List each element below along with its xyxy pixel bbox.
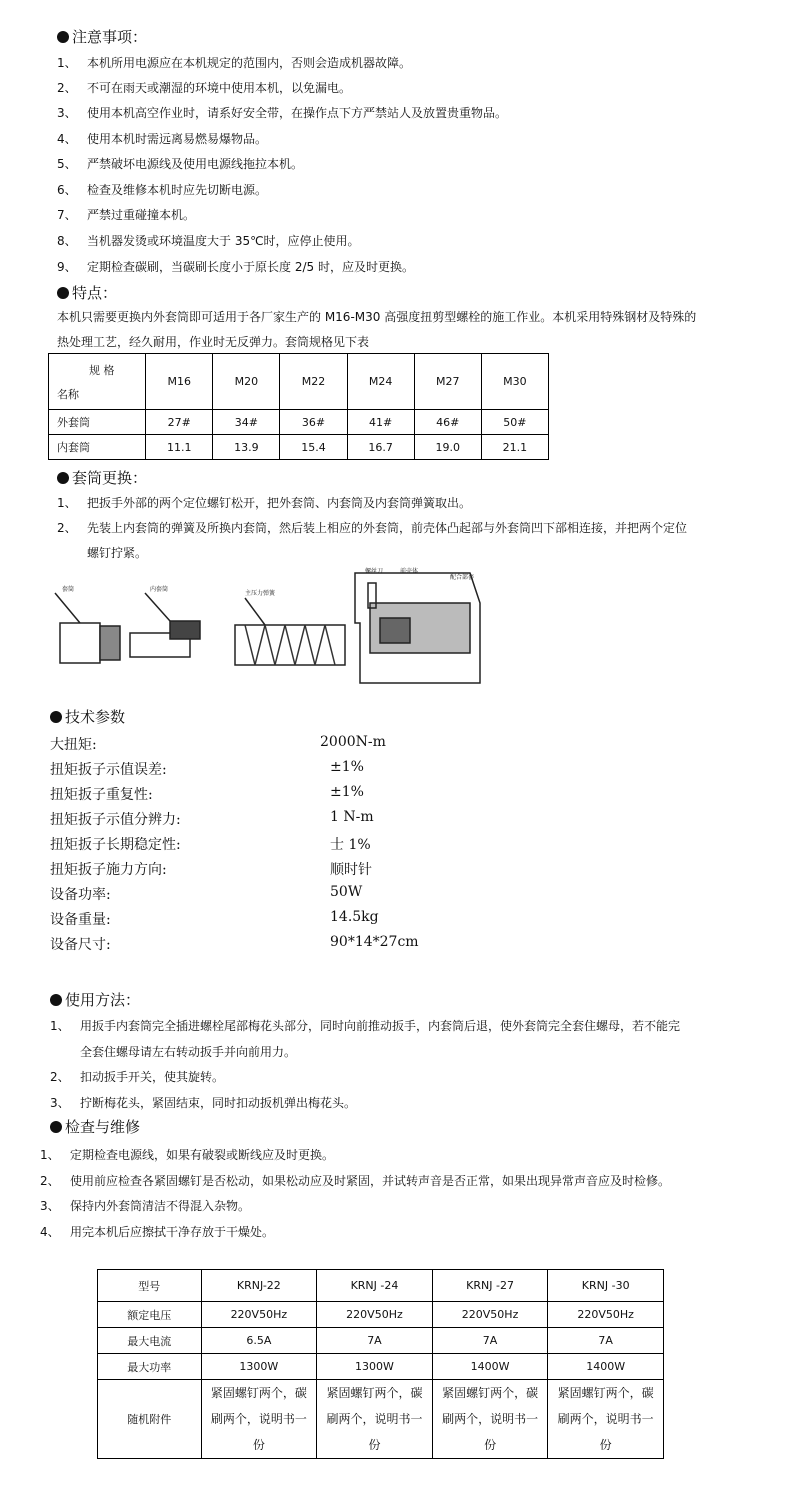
spec-col-m16: M16 [146, 354, 213, 410]
param-label: 扭矩扳子重复性: [50, 787, 153, 803]
param-label: 扭矩扳子示值分辨力: [50, 812, 181, 828]
list-item: 6、 检查及维修本机时应先切断电源。 [57, 183, 268, 197]
list-item: 2、 不可在雨天或潮湿的环境中使用本机，以免漏电。 [57, 81, 352, 95]
tech-heading: 技术参数 [50, 706, 125, 727]
outer-sleeve-shape [60, 623, 100, 663]
spec-col-m30: M30 [481, 354, 548, 410]
sleeve-spec-table [48, 353, 549, 460]
table-row: 外套筒 27# 34# 36# 41# 46# 50# [49, 410, 549, 435]
param-value: 14.5kg [330, 909, 379, 925]
table-row: 额定电压 220V50Hz 220V50Hz 220V50Hz 220V50Hz [98, 1302, 664, 1328]
usage-heading: 使用方法： [50, 989, 140, 1010]
bullet-icon [50, 994, 62, 1006]
table-header-row: 型号 KRNJ-22 KRNJ -24 KRNJ -27 KRNJ -30 [98, 1270, 664, 1302]
list-item: 1、 本机所用电源应在本机规定的范围内，否则会造成机器故障。 [57, 56, 412, 70]
spec-corner-cell: 规 格 名称 [49, 354, 146, 410]
spec-col-m20: M20 [213, 354, 280, 410]
list-item: 2、 扣动扳手开关，使其旋转。 [50, 1070, 225, 1084]
param-value: ±1% [330, 759, 364, 775]
list-item-continuation: 螺钉拧紧。 [87, 546, 148, 560]
table-row: 最大功率 1300W 1300W 1400W 1400W [98, 1354, 664, 1380]
list-item-continuation: 全套住螺母请左右转动扳手并向前用力。 [80, 1045, 297, 1059]
list-item: 4、 使用本机时需远离易燃易爆物品。 [57, 132, 268, 146]
diagram-label: 主压力弹簧 [245, 590, 276, 597]
diagram-label: 螺丝刀 [365, 568, 384, 575]
param-value: 50W [330, 884, 363, 900]
param-value: ±1% [330, 784, 364, 800]
list-item: 3、 拧断梅花头，紧固结束，同时扣动扳机弹出梅花头。 [50, 1096, 357, 1110]
list-item: 1、 用扳手内套筒完全插进螺栓尾部梅花头部分，同时向前推动扳手，内套筒后退，使外套筒完全套住螺母，若不能完 [50, 1019, 681, 1033]
bullet-icon [57, 472, 69, 484]
sleeve-assembly-diagram [50, 563, 500, 698]
spec-col-m27: M27 [414, 354, 481, 410]
table-row: 内套筒 11.1 13.9 15.4 16.7 19.0 21.1 [49, 435, 549, 460]
list-item: 1、 把扳手外部的两个定位螺钉松开，把外套筒、内套筒及内套筒弹簧取出。 [57, 496, 472, 510]
param-label: 扭矩扳子示值误差: [50, 762, 167, 778]
param-value: 90*14*27cm [330, 934, 419, 950]
param-value: 2000N-m [320, 734, 386, 750]
table-row: 最大电流 6.5A 7A 7A 7A [98, 1328, 664, 1354]
inner-sleeve-shape [170, 621, 200, 639]
diagram-label: 套筒 [62, 586, 75, 593]
param-label: 设备功率: [50, 887, 111, 903]
param-label: 设备尺寸: [50, 937, 111, 953]
param-label: 设备重量: [50, 912, 111, 928]
param-value: 士 1% [330, 837, 371, 853]
spec-col-m22: M22 [280, 354, 347, 410]
param-label: 扭矩扳子长期稳定性: [50, 837, 181, 853]
param-label: 大扭矩: [50, 737, 97, 753]
bullet-icon [57, 287, 69, 299]
list-item: 3、 使用本机高空作业时，请系好安全带，在操作点下方严禁站人及放置贵重物品。 [57, 106, 508, 120]
bullet-icon [50, 1121, 62, 1133]
notes-heading: 注意事项： [57, 26, 147, 47]
param-value: 1 N-m [330, 809, 374, 825]
list-item: 2、 使用前应检查各紧固螺钉是否松动，如果松动应及时紧固，并试转声音是否正常，如果出现异常声音应及时检修。 [40, 1174, 671, 1188]
param-value: 顺时针 [330, 862, 372, 878]
table-row: 随机附件 紧固螺钉两个，碳刷两个，说明书一份 紧固螺钉两个，碳刷两个，说明书一份 紧固螺钉两个，碳刷两个，说明书一份 紧固螺钉两个，碳刷两个，说明书一份 [98, 1380, 664, 1459]
diagram-label: 前壳体 [400, 568, 419, 575]
list-item: 1、 定期检查电源线，如果有破裂或断线应及时更换。 [40, 1148, 335, 1162]
bullet-icon [57, 31, 69, 43]
list-item: 8、 当机器发烫或环境温度大于 35℃时，应停止使用。 [57, 234, 360, 248]
list-item: 4、 用完本机后应擦拭干净存放于干燥处。 [40, 1225, 275, 1239]
outer-sleeve-shape [100, 626, 120, 660]
list-item: 3、 保持内外套筒清洁不得混入杂物。 [40, 1199, 251, 1213]
list-item: 2、 先装上内套筒的弹簧及所换内套筒，然后装上相应的外套筒，前壳体凸起部与外套筒凹下部相连接，并把两个定位 [57, 521, 688, 535]
features-line-2: 热处理工艺，经久耐用，作业时无反弹力。套筒规格见下表 [57, 335, 370, 349]
param-label: 扭矩扳子施力方向: [50, 862, 167, 878]
list-item: 7、 严禁过重碰撞本机。 [57, 208, 196, 222]
list-item: 5、 严禁破坏电源线及使用电源线拖拉本机。 [57, 157, 304, 171]
list-item: 9、 定期检查碳刷，当碳刷长度小于原长度 2/5 时，应及时更换。 [57, 260, 414, 274]
bullet-icon [50, 711, 62, 723]
maint-heading: 检查与维修 [50, 1116, 140, 1137]
diagram-label: 配合部套 [450, 574, 475, 581]
diagram-label: 内套筒 [150, 586, 169, 593]
features-heading: 特点： [57, 282, 117, 303]
features-line-1: 本机只需要更换内外套筒即可适用于各厂家生产的 M16-M30 高强度扭剪型螺栓的施工作业。本机采用特殊钢材及特殊的 [57, 310, 697, 324]
spec-col-m24: M24 [347, 354, 414, 410]
sleeve-heading: 套筒更换： [57, 467, 147, 488]
model-spec-table [97, 1269, 664, 1459]
